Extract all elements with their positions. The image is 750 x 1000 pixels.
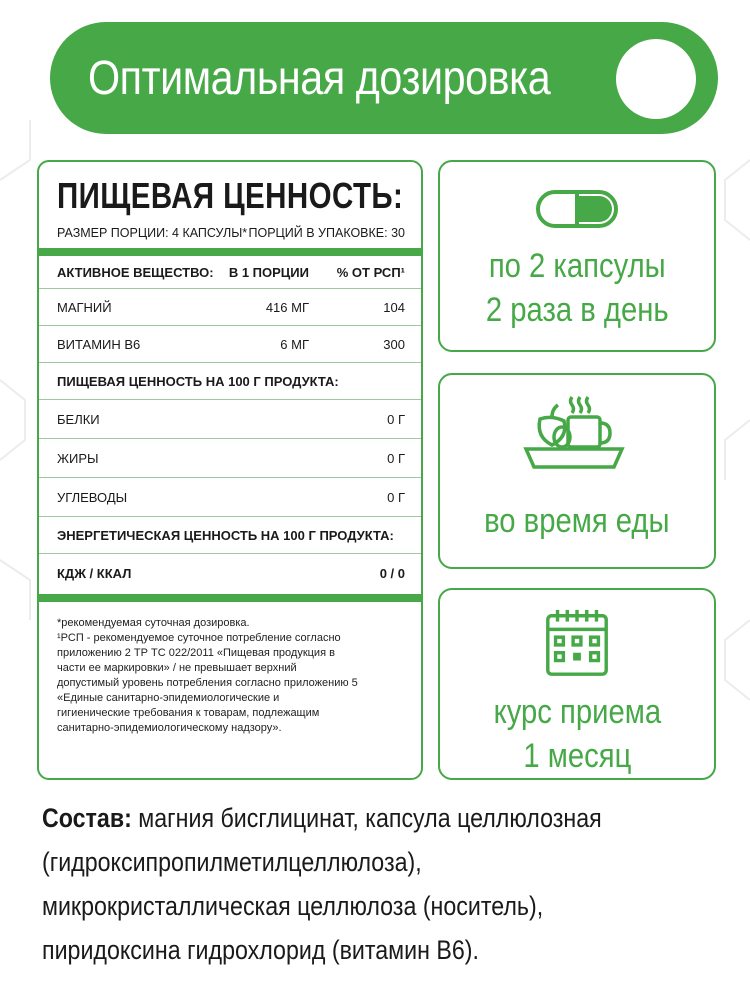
substance-rsp: 300	[383, 336, 405, 352]
nutrient-name: БЕЛКИ	[57, 411, 100, 427]
header-rsp-percent: % ОТ РСП¹	[336, 264, 405, 280]
substance-rsp: 104	[383, 299, 405, 315]
nutrition-title: ПИЩЕВАЯ ЦЕННОСТЬ:	[57, 175, 404, 216]
composition-line	[42, 796, 627, 840]
nutrient-value: 0 Г	[387, 489, 405, 505]
substance-portion: 416 МГ	[265, 299, 309, 315]
nutrient-name: УГЛЕВОДЫ	[57, 489, 128, 505]
energy-name: КДЖ / ККАЛ	[57, 565, 132, 581]
table-row	[57, 439, 405, 477]
footnote-line: санитарно-эпидемиологическому надзору».	[57, 722, 282, 734]
per100-header	[57, 363, 405, 399]
meal-icon	[522, 393, 632, 473]
capsule-icon	[532, 184, 622, 234]
table-row	[57, 554, 405, 592]
footnote-line: части ее маркировки» / не превышает верхний	[57, 662, 297, 674]
nutrient-value: 0 Г	[387, 411, 405, 427]
footnote-line: *рекомендуемая суточная дозировка.	[57, 617, 250, 629]
course-card	[438, 588, 716, 780]
divider-bar	[39, 594, 421, 602]
composition-line: микрокристаллическая целлюлоза (носитель),	[42, 891, 544, 921]
per100-header-text: ПИЩЕВАЯ ЦЕННОСТЬ НА 100 Г ПРОДУКТА:	[57, 373, 339, 389]
serving-size: РАЗМЕР ПОРЦИИ: 4 КАПСУЛЫ*	[57, 226, 248, 240]
footnote-block	[57, 616, 405, 736]
dosage-card	[438, 160, 716, 352]
table-row	[57, 400, 405, 438]
serving-info-row	[57, 224, 405, 242]
footnote-line: допустимый уровень потребления согласно приложению 5	[57, 677, 358, 689]
footnote-line: гигиенические требования к товарам, подлежащим	[57, 707, 320, 719]
substance-name: МАГНИЙ	[57, 299, 112, 315]
composition-text: магния бисглицинат, капсула целлюлозная	[131, 803, 602, 833]
divider-bar	[39, 248, 421, 256]
composition-block	[42, 796, 722, 972]
composition-line: (гидроксипропилметилцеллюлоза),	[42, 847, 422, 877]
banner-circle	[616, 39, 696, 119]
timing-card	[438, 373, 716, 569]
nutrient-name: ЖИРЫ	[57, 450, 99, 466]
dosage-line-2: 2 раза в день	[485, 291, 669, 329]
servings-per-pack: ПОРЦИЙ В УПАКОВКЕ: 30	[248, 226, 405, 240]
table-row	[57, 289, 405, 325]
energy-header	[57, 517, 405, 553]
footnote-line: «Единые санитарно-эпидемиологические и	[57, 692, 280, 704]
active-table-header	[57, 256, 405, 288]
composition-label: Состав:	[42, 803, 132, 833]
energy-value: 0 / 0	[379, 565, 405, 581]
nutrient-value: 0 Г	[387, 450, 405, 466]
banner-title: Оптимальная дозировка	[88, 51, 551, 105]
table-row	[57, 478, 405, 516]
footnote-line: приложению 2 ТР ТС 022/2011 «Пищевая продукция в	[57, 647, 335, 659]
composition-line: пиридоксина гидрохлорид (витамин В6).	[42, 935, 479, 965]
nutrition-facts-panel	[37, 160, 423, 780]
header-banner	[50, 22, 718, 134]
course-line-2: 1 месяц	[523, 737, 631, 775]
energy-header-text: ЭНЕРГЕТИЧЕСКАЯ ЦЕННОСТЬ НА 100 Г ПРОДУКТА:	[57, 527, 394, 543]
dosage-line-1: по 2 капсулы	[488, 247, 666, 285]
calendar-icon	[542, 606, 612, 680]
timing-line: во время еды	[484, 502, 670, 540]
substance-portion: 6 МГ	[280, 336, 309, 352]
substance-name: ВИТАМИН В6	[57, 336, 141, 352]
header-active-substance: АКТИВНОЕ ВЕЩЕСТВО:	[57, 264, 214, 280]
course-line-1: курс приема	[493, 693, 661, 731]
table-row	[57, 326, 405, 362]
header-per-portion: В 1 ПОРЦИИ	[228, 264, 309, 280]
footnote-line: ¹РСП - рекомендуемое суточное потребление согласно	[57, 632, 341, 644]
